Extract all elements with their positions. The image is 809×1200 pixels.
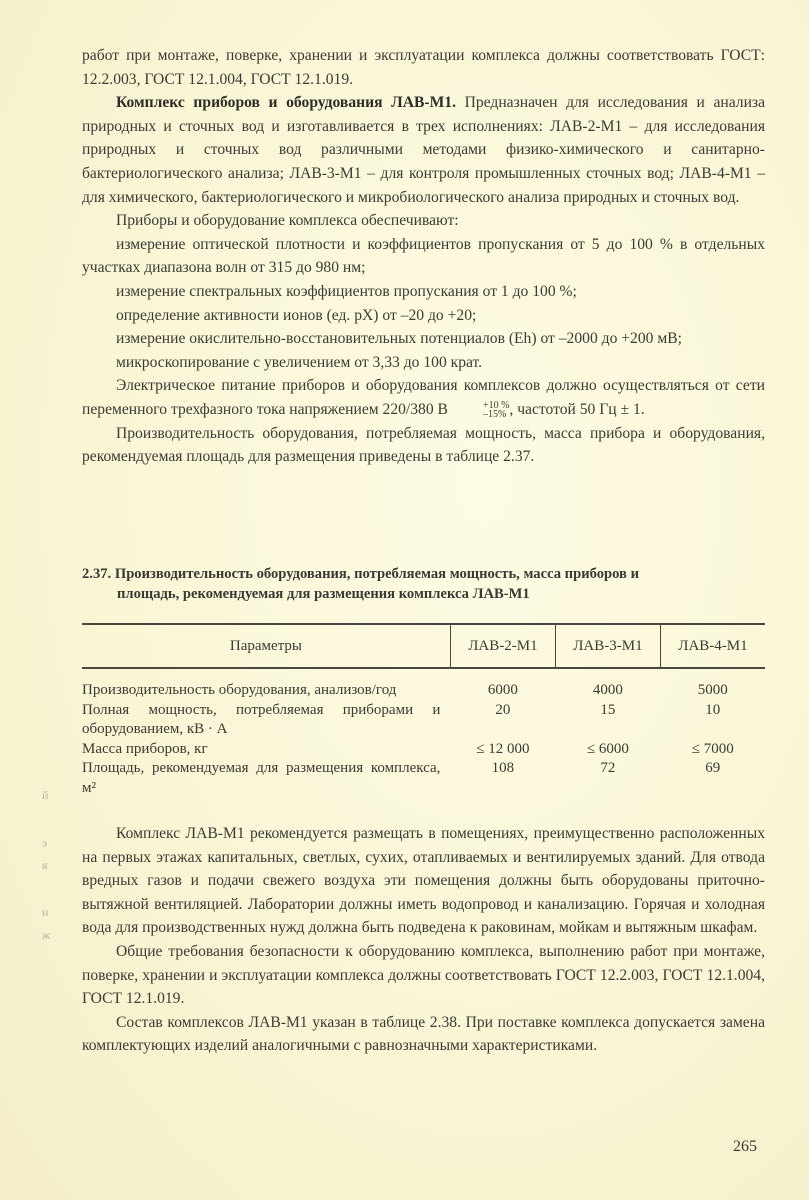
voltage-tolerance: +10 % –15% <box>482 400 510 421</box>
table-row: Площадь, рекомендуемая для размещения комплекса, м² 108 72 69 <box>82 760 721 796</box>
list-item: измерение спектральных коэффициентов пропускания от 1 до 100 %; <box>116 282 577 300</box>
table-number: 2.37. <box>82 566 112 582</box>
column-header-lav2: ЛАВ-2-М1 <box>450 624 555 668</box>
page-body-top <box>82 44 765 469</box>
paragraph-table-ref: Производительность оборудования, потребляемая мощность, масса прибора и оборудования, рекомендуемая площадь для размещения приведены в таблице 2.37. <box>82 424 765 466</box>
table-row: Полная мощность, потребляемая приборами и оборудованием, кВ · А 20 15 10 <box>82 701 721 737</box>
list-item: микроскопирование с увеличением от 3,33 до 100 крат. <box>116 353 483 371</box>
column-header-params: Параметры <box>82 624 450 668</box>
page-number: 265 <box>733 1138 757 1155</box>
margin-mark: э <box>42 836 48 850</box>
paragraph-composition: Состав комплексов ЛАВ-М1 указан в таблице 2.38. При поставке комплекса допускается замена комплектующих изделий аналогичными с равнозначными характеристиками. <box>82 1013 765 1055</box>
table-caption: 2.37. Производительность оборудования, потребляемая мощность, масса приборов и площадь, рекомендуемая для размещения комплекса ЛАВ-М1 <box>82 566 639 602</box>
margin-mark: й <box>42 788 49 802</box>
column-header-lav3: ЛАВ-3-М1 <box>555 624 660 668</box>
table-row: Производительность оборудования, анализов/год 6000 4000 5000 <box>82 682 728 698</box>
list-item: измерение оптической плотности и коэффициентов пропускания от 5 до 100 % в отдельных участках диапазона волн от 315 до 980 нм; <box>82 235 765 277</box>
paragraph-placement: Комплекс ЛАВ-М1 рекомендуется размещать в помещениях, преимущественно расположенных на первых этажах капитальных, светлых, сухих, отапливаемых и вентилируемых зданий. Для отвода вредных газов и подачи свежего воздуха эти помещения должны быть оборудованы приточно-вытяжной вентиляцией. Лаборатории должны иметь водопровод и канализацию. Горячая и холодная вода для производственных нужд должна быть подведена к раковинам, мойкам и вытяжным шкафам. <box>82 825 765 937</box>
list-item: измерение окислительно-восстановительных потенциалов (Eh) от –2000 до +200 мВ; <box>116 330 682 348</box>
paragraph-provides: Приборы и оборудование комплекса обеспечивают: <box>116 212 459 230</box>
column-header-lav4: ЛАВ-4-М1 <box>660 624 765 668</box>
lav-heading: Комплекс приборов и оборудования ЛАВ-М1. <box>116 94 457 112</box>
lav-parameters-table <box>82 623 765 798</box>
margin-mark: н <box>42 905 49 919</box>
table-row: Масса приборов, кг ≤ 12 000 ≤ 6000 ≤ 7000 <box>82 740 734 757</box>
page-body-bottom <box>82 822 765 1058</box>
paragraph-gost-continuation: работ при монтаже, поверке, хранении и эксплуатации комплекса должны соответствовать ГОСТ: 12.2.003, ГОСТ 12.1.004, ГОСТ 12.1.019. <box>82 47 765 88</box>
paragraph-safety: Общие требования безопасности к оборудованию комплекса, выполнению работ при монтаже, поверке, хранении и эксплуатации комплекса должны соответствовать ГОСТ 12.2.003, ГОСТ 12.1.004, ГОСТ 12.1.019. <box>82 942 765 1008</box>
margin-mark: я <box>42 858 48 872</box>
list-item: определение активности ионов (ед. pX) от –20 до +20; <box>116 306 477 324</box>
margin-mark: ж <box>42 928 51 942</box>
paragraph-lav-intro: Комплекс приборов и оборудования ЛАВ-М1. Предназначен для исследования и анализа природных и сточных вод и изготавливается в трех исполнениях: ЛАВ-2-М1 – для исследования природных и сточных вод различными методами физико-химического и санитарно-бактериологического анализа; ЛАВ-3-М1 – для контроля промышленных сточных вод; ЛАВ-4-М1 – для химического, бактериологического и микробиологического анализа природных и сточных вод. <box>82 94 766 206</box>
paragraph-power: Электрическое питание приборов и оборудования комплексов должно осуществляться от сети переменного трехфазного тока напряжением 220/380 В +10 % –15% , частотой 50 Гц ± 1. <box>82 377 765 421</box>
